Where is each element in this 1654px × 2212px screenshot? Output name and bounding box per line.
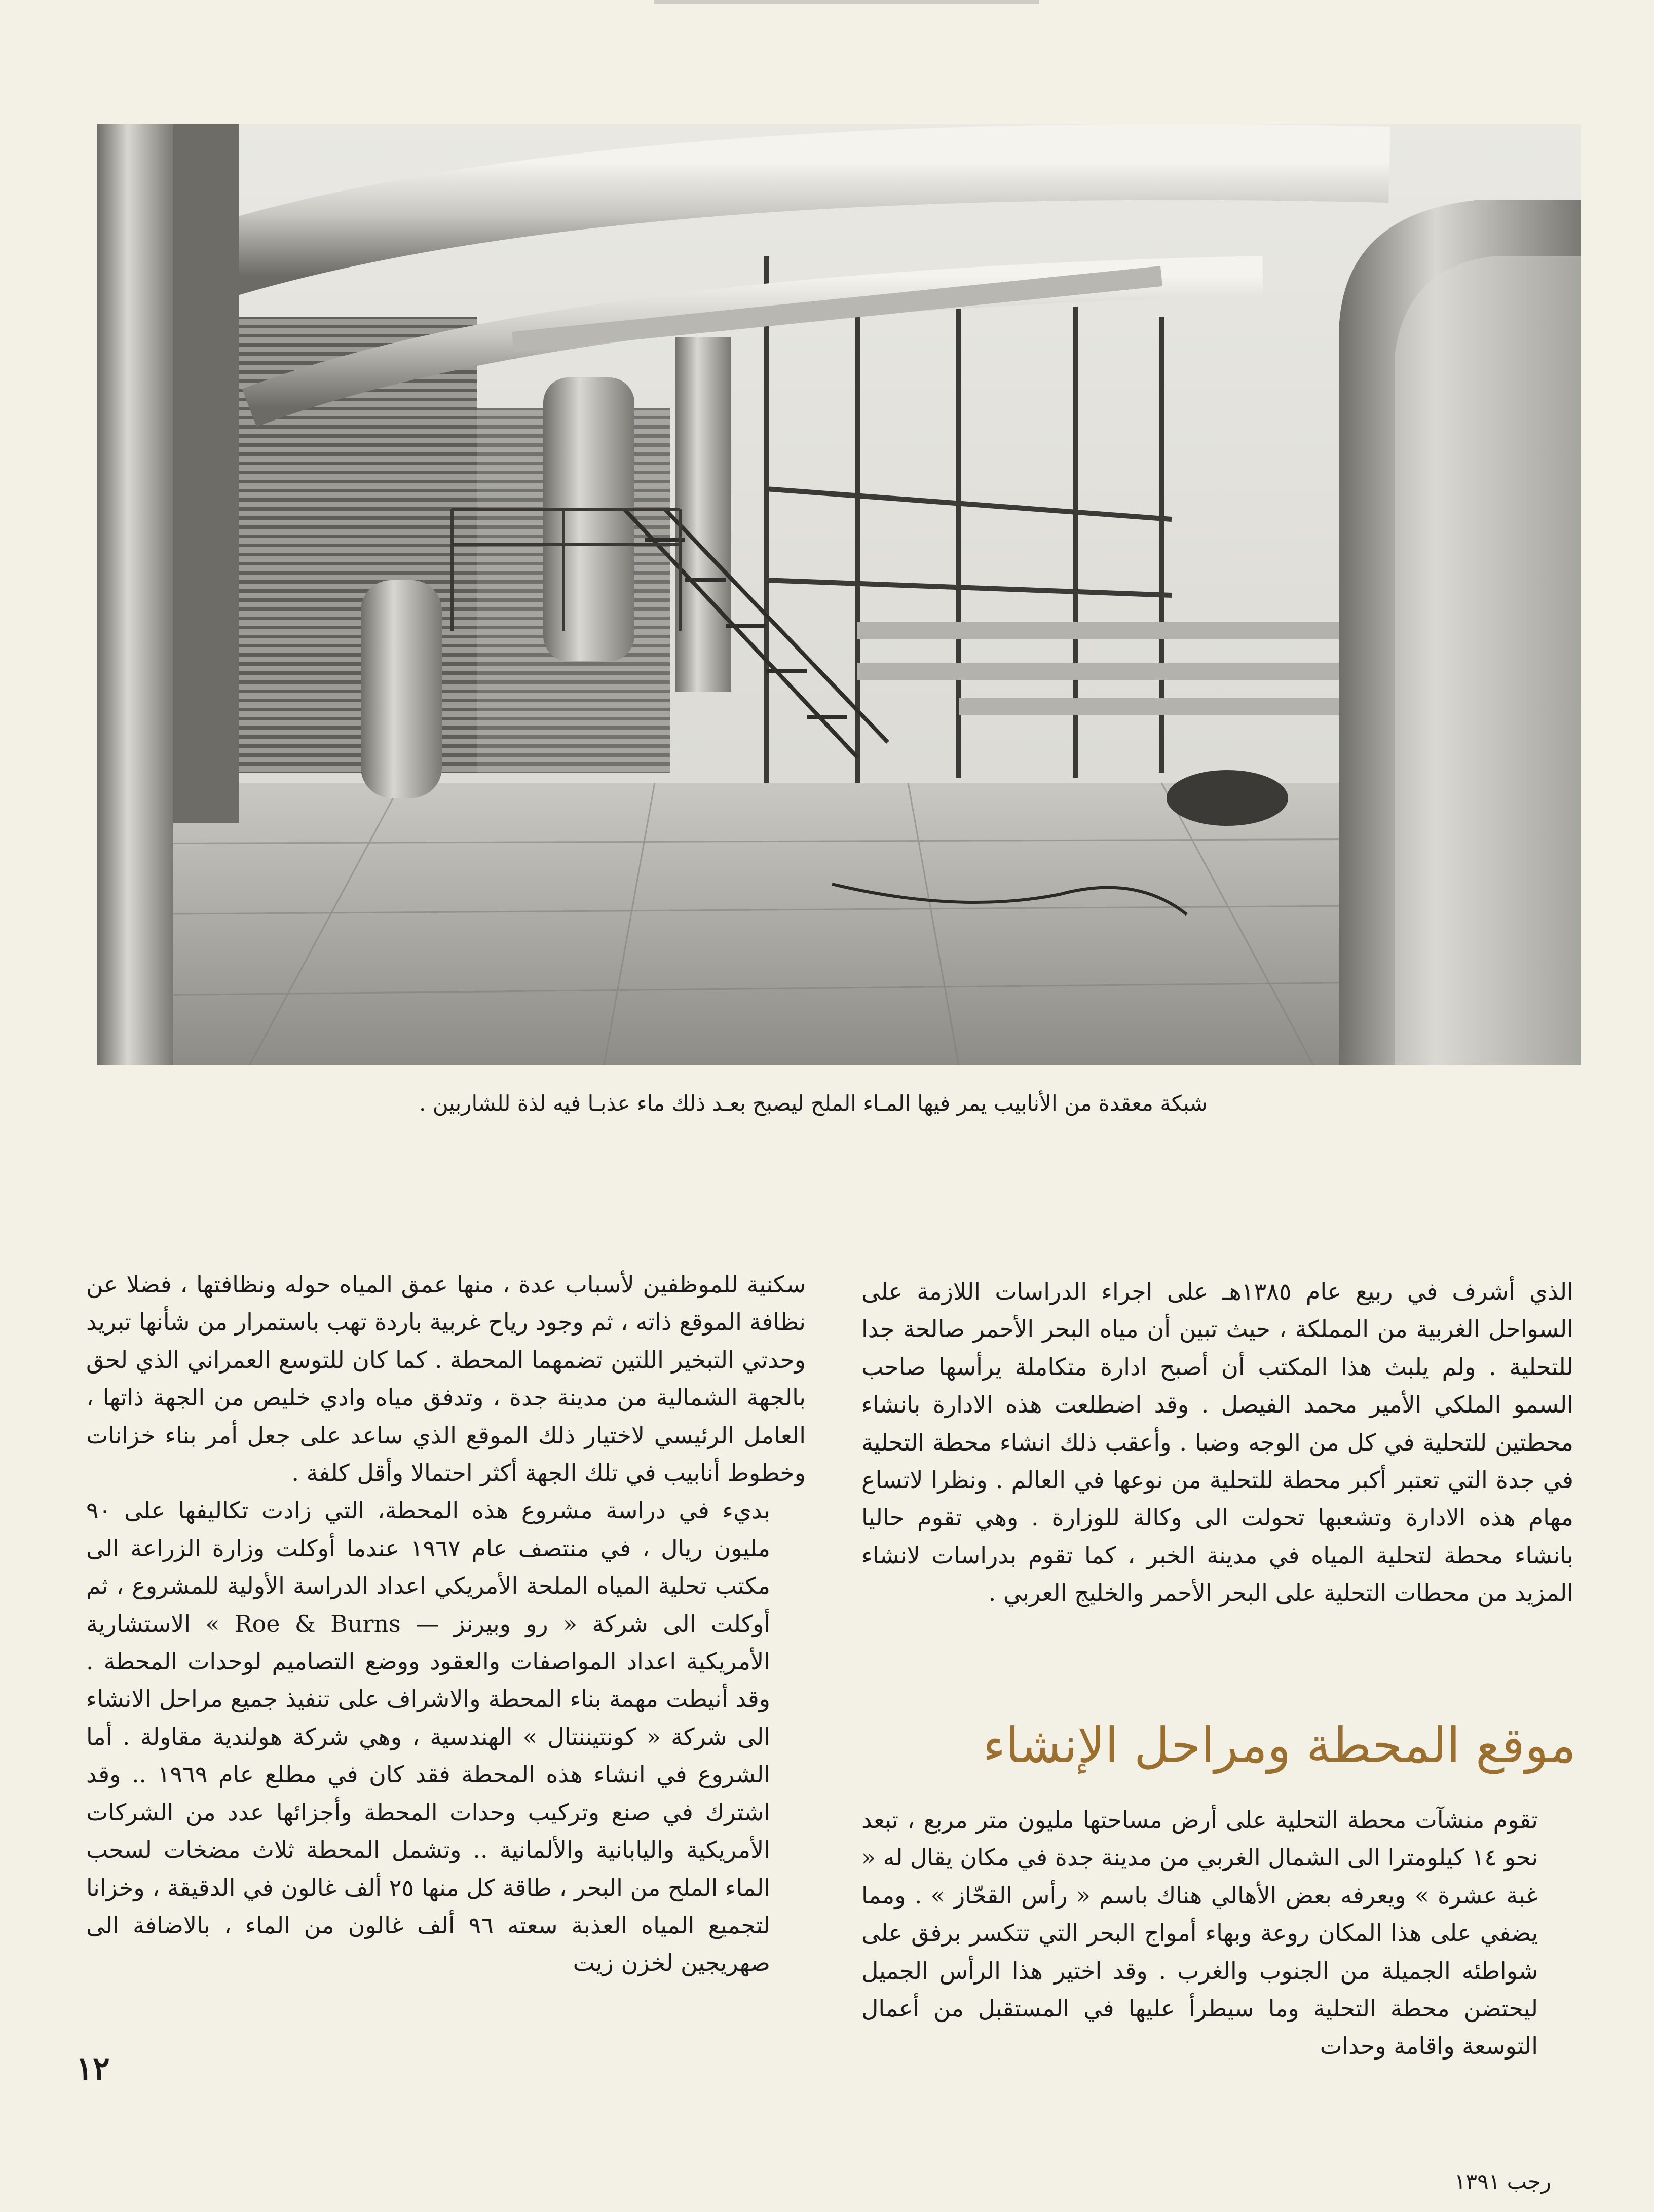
right-column-lower — [861, 1801, 1573, 2065]
top-edge-mark — [654, 0, 1039, 4]
section-heading: موقع المحطة ومراحل الإنشاء — [983, 1717, 1576, 1774]
issue-date: رجب ١٣٩١ — [1454, 2169, 1552, 2194]
right-column-paragraph: الذي أشرف في ربيع عام ١٣٨٥هـ على اجراء الدراسات اللازمة على السواحل الغربية من المملكة ، حيث تبين أن مياه البحر الأحمر صالحة جدا للتحلية . ولم يلبث هذا المكتب أن أصبح ادارة متكاملة يرأسها صاحب السمو الملكي الأمير محمد الفيصل . وقد اضطلعت هذه الادارة بانشاء محطتين للتحلية في كل من الوجه وضبا . وأعقب ذلك انشاء محطة التحلية في جدة التي تعتبر أكبر محطة للتحلية من نوعها في العالم . ونظرا لاتساع مهام هذه الادارة وتشعبها تحولت الى وكالة للوزارة . وهي تقوم حاليا بانشاء محطة لتحلية المياه في مدينة الخبر ، كما تقوم بدراسات لانشاء المزيد من محطات التحلية على البحر الأحمر والخليج العربي . — [861, 1278, 1574, 1607]
left-column-paragraph-1: سكنية للموظفين لأسباب عدة ، منها عمق المياه حوله ونظافتها ، فضلا عن نظافة الموقع ذاته ، ثم وجود رياح غربية باردة تهب باستمرار من شأنها تبريد وحدتي التبخير اللتين تضمهما المحطة . كما كان للتوسع العمراني الذي لحق بالجهة الشمالية من مدينة جدة ، وتدفق مياه وادي خليص من الجهة ذاتها ، العامل الرئيسي لاختيار ذلك الموقع الذي ساعد على جعل أمر بناء خزانات وخطوط أنابيب في تلك الجهة أكثر احتمالا وأقل كلفة . — [86, 1271, 806, 1487]
page-number: ١٢ — [76, 2050, 110, 2087]
photo-caption: شبكة معقدة من الأنابيب يمر فيها المـاء الملح ليصبح بعـد ذلك ماء عذبـا فيه لذة للشاربين . — [419, 1091, 1208, 1116]
left-column-paragraph-2: بديء في دراسة مشروع هذه المحطة، التي زادت تكاليفها على ٩٠ مليون ريال ، في منتصف عام ١٩٦٧ عندما أوكلت وزارة الزراعة الى مكتب تحلية المياه الملحة الأمريكي اعداد الدراسة الأولية للمشروع ، ثم أوكلت الى شركة « رو وبيرنز — Roe & Burns » الاستشارية الأمريكية اعداد المواصفات والعقود ووضع التصاميم لوحدات المحطة . وقد أنيطت مهمة بناء المحطة والاشراف على تنفيذ جميع مراحل الانشاء الى شركة « كونتيننتال » الهندسية ، وهي شركة هولندية مقاولة . أما الشروع في انشاء هذه المحطة فقد كان في مطلع عام ١٩٦٩ .. وقد اشترك في صنع وتركيب وحدات المحطة وأجزائها عدد من الشركات الأمريكية واليابانية والألمانية .. وتشمل المحطة ثلاث مضخات لسحب الماء الملح من البحر ، طاقة كل منها ٢٥ ألف غالون في الدقيقة ، وخزانا لتجميع المياه العذبة سعته ٩٦ ألف غالون من الماء ، بالاضافة الى صهريجين لخزن زيت — [86, 1497, 770, 1977]
pipe-network-illustration — [97, 124, 1581, 1065]
right-column — [861, 1273, 1573, 1612]
left-column — [86, 1266, 806, 1982]
desalination-plant-photo — [97, 124, 1581, 1065]
right-column-lower-paragraph: تقوم منشآت محطة التحلية على أرض مساحتها مليون متر مربع ، تبعد نحو ١٤ كيلومترا الى الشمال الغربي من مدينة جدة في مكان يقال له « غبة عشرة » ويعرفه بعض الأهالي هناك باسم « رأس القحّاز » . ومما يضفي على هذا المكان روعة وبهاء أمواج البحر التي تتكسر برفق على شواطئه الجميلة من الجنوب والغرب . وقد اختير هذا الرأس الجميل ليحتضن محطة التحلية وما سيطرأ عليها في المستقبل من أعمال التوسعة واقامة وحدات — [861, 1806, 1538, 2060]
